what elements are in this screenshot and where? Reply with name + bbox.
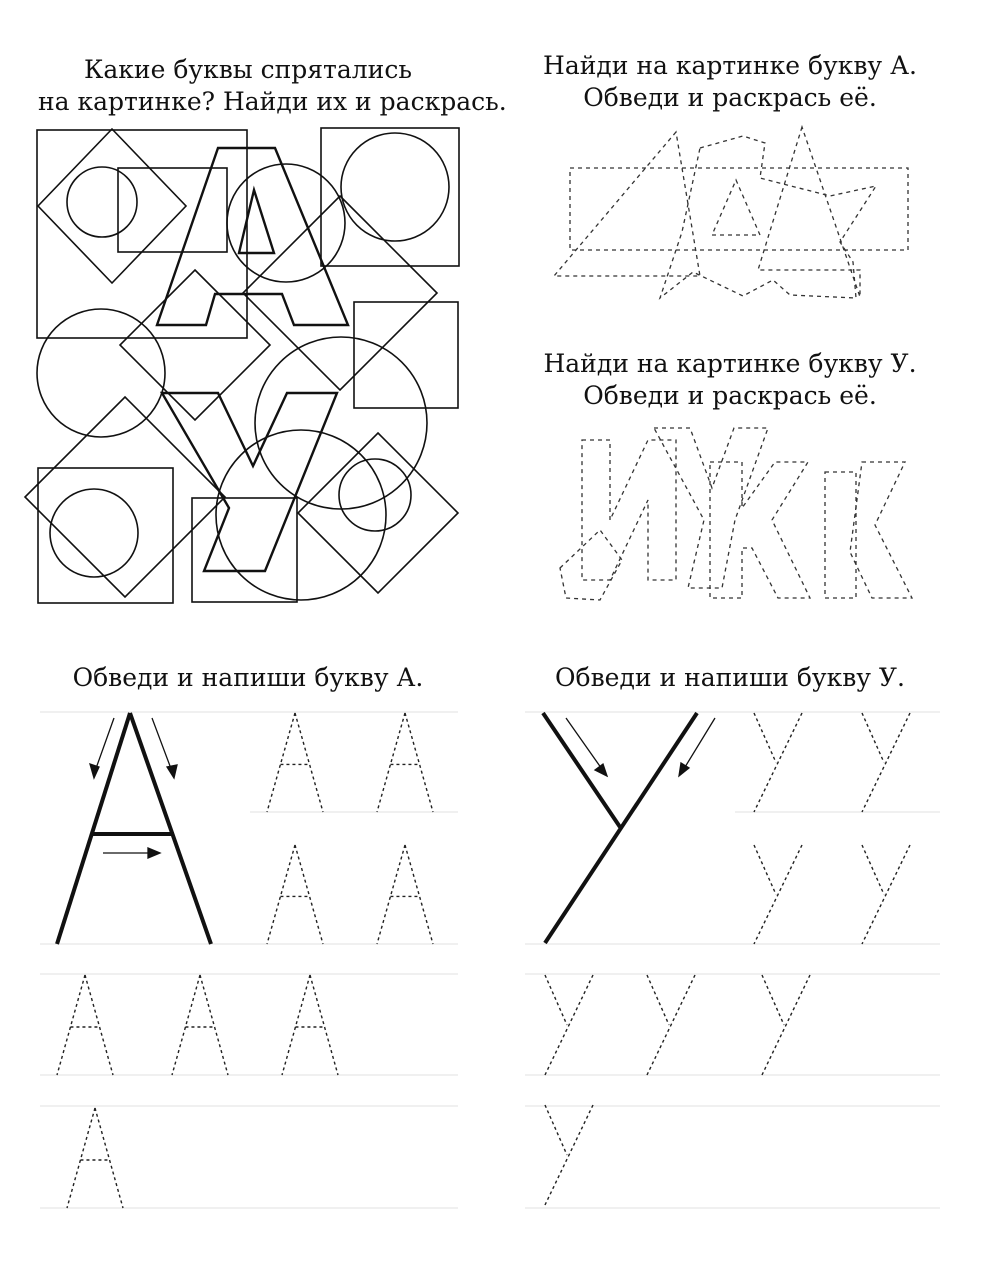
puzzle-square bbox=[38, 468, 173, 603]
trace-letter-u[interactable] bbox=[762, 975, 810, 1075]
puzzle-diamond bbox=[38, 129, 186, 283]
puzzle-diamond bbox=[298, 433, 458, 593]
stroke-order-arrow-icon bbox=[103, 848, 160, 858]
task-find-a-caption bbox=[520, 50, 940, 114]
task-write-a-caption: Обведи и напиши букву А. bbox=[72, 663, 424, 692]
find-letter-a-puzzle[interactable] bbox=[554, 127, 908, 298]
puzzle-shapes bbox=[25, 128, 459, 603]
task-find-letters-caption bbox=[38, 54, 507, 118]
trace-letter-u[interactable] bbox=[545, 975, 593, 1075]
stroke-order-arrow-icon bbox=[679, 718, 715, 776]
puzzle-square bbox=[354, 302, 458, 408]
trace-letter-a[interactable] bbox=[377, 713, 433, 812]
task-find-u-line1: Найди на картинке букву У. bbox=[543, 349, 917, 378]
trace-letter-a[interactable] bbox=[282, 975, 338, 1075]
puzzle-circle bbox=[227, 164, 345, 282]
puzzle-circle bbox=[50, 489, 138, 577]
puzzle-diamond bbox=[25, 397, 225, 597]
stroke-order-arrow-icon bbox=[152, 718, 177, 778]
task-find-u-caption bbox=[520, 348, 940, 412]
trace-letter-a[interactable] bbox=[377, 845, 433, 944]
trace-letter-a[interactable] bbox=[67, 1108, 123, 1208]
dashed-stroke bbox=[825, 472, 856, 598]
trace-letter-u[interactable] bbox=[754, 845, 802, 944]
trace-letter-u[interactable] bbox=[754, 713, 802, 812]
dashed-letter-a bbox=[660, 136, 876, 298]
stroke-order-arrow-icon bbox=[566, 718, 607, 776]
trace-letter-u[interactable] bbox=[647, 975, 695, 1075]
trace-letters-u[interactable] bbox=[545, 713, 910, 1205]
puzzle-circle bbox=[341, 133, 449, 241]
dashed-letter-u bbox=[654, 428, 768, 588]
trace-letter-a[interactable] bbox=[267, 713, 323, 812]
trace-letter-u[interactable] bbox=[862, 845, 910, 944]
trace-letter-u[interactable] bbox=[545, 1105, 593, 1205]
task-find-letters-line2: на картинке? Найди их и раскрась. bbox=[38, 87, 507, 116]
model-letter-a bbox=[57, 713, 211, 944]
trace-letters-a[interactable] bbox=[57, 713, 433, 1208]
puzzle-circle bbox=[67, 167, 137, 237]
dashed-rect bbox=[570, 168, 908, 250]
dashed-stroke bbox=[850, 462, 912, 598]
trace-letter-a[interactable] bbox=[172, 975, 228, 1075]
task-find-a-line2: Обведи и раскрась её. bbox=[583, 83, 877, 112]
hidden-letter-u bbox=[162, 393, 337, 571]
task-find-u-line2: Обведи и раскрась её. bbox=[583, 381, 877, 410]
dashed-letter-zh bbox=[710, 462, 810, 598]
dashed-star bbox=[712, 180, 760, 235]
trace-letter-u[interactable] bbox=[862, 713, 910, 812]
trace-letter-a[interactable] bbox=[267, 845, 323, 944]
task-find-a-line1: Найди на картинке букву А. bbox=[543, 51, 917, 80]
dashed-triangle bbox=[554, 132, 700, 276]
hidden-letters-puzzle[interactable] bbox=[25, 128, 459, 603]
task-find-letters-line1: Какие буквы спрятались bbox=[84, 55, 412, 84]
guide-lines-right bbox=[525, 712, 940, 1208]
puzzle-circle bbox=[339, 459, 411, 531]
dashed-triangle bbox=[758, 127, 860, 297]
dashed-fragment bbox=[560, 530, 622, 600]
find-letter-u-puzzle[interactable] bbox=[560, 428, 912, 600]
trace-letter-a[interactable] bbox=[57, 975, 113, 1075]
dashed-letter-i bbox=[582, 440, 676, 580]
task-write-u-caption: Обведи и напиши букву У. bbox=[555, 663, 905, 692]
model-letter-u bbox=[543, 713, 715, 943]
puzzle-rect bbox=[118, 168, 227, 252]
